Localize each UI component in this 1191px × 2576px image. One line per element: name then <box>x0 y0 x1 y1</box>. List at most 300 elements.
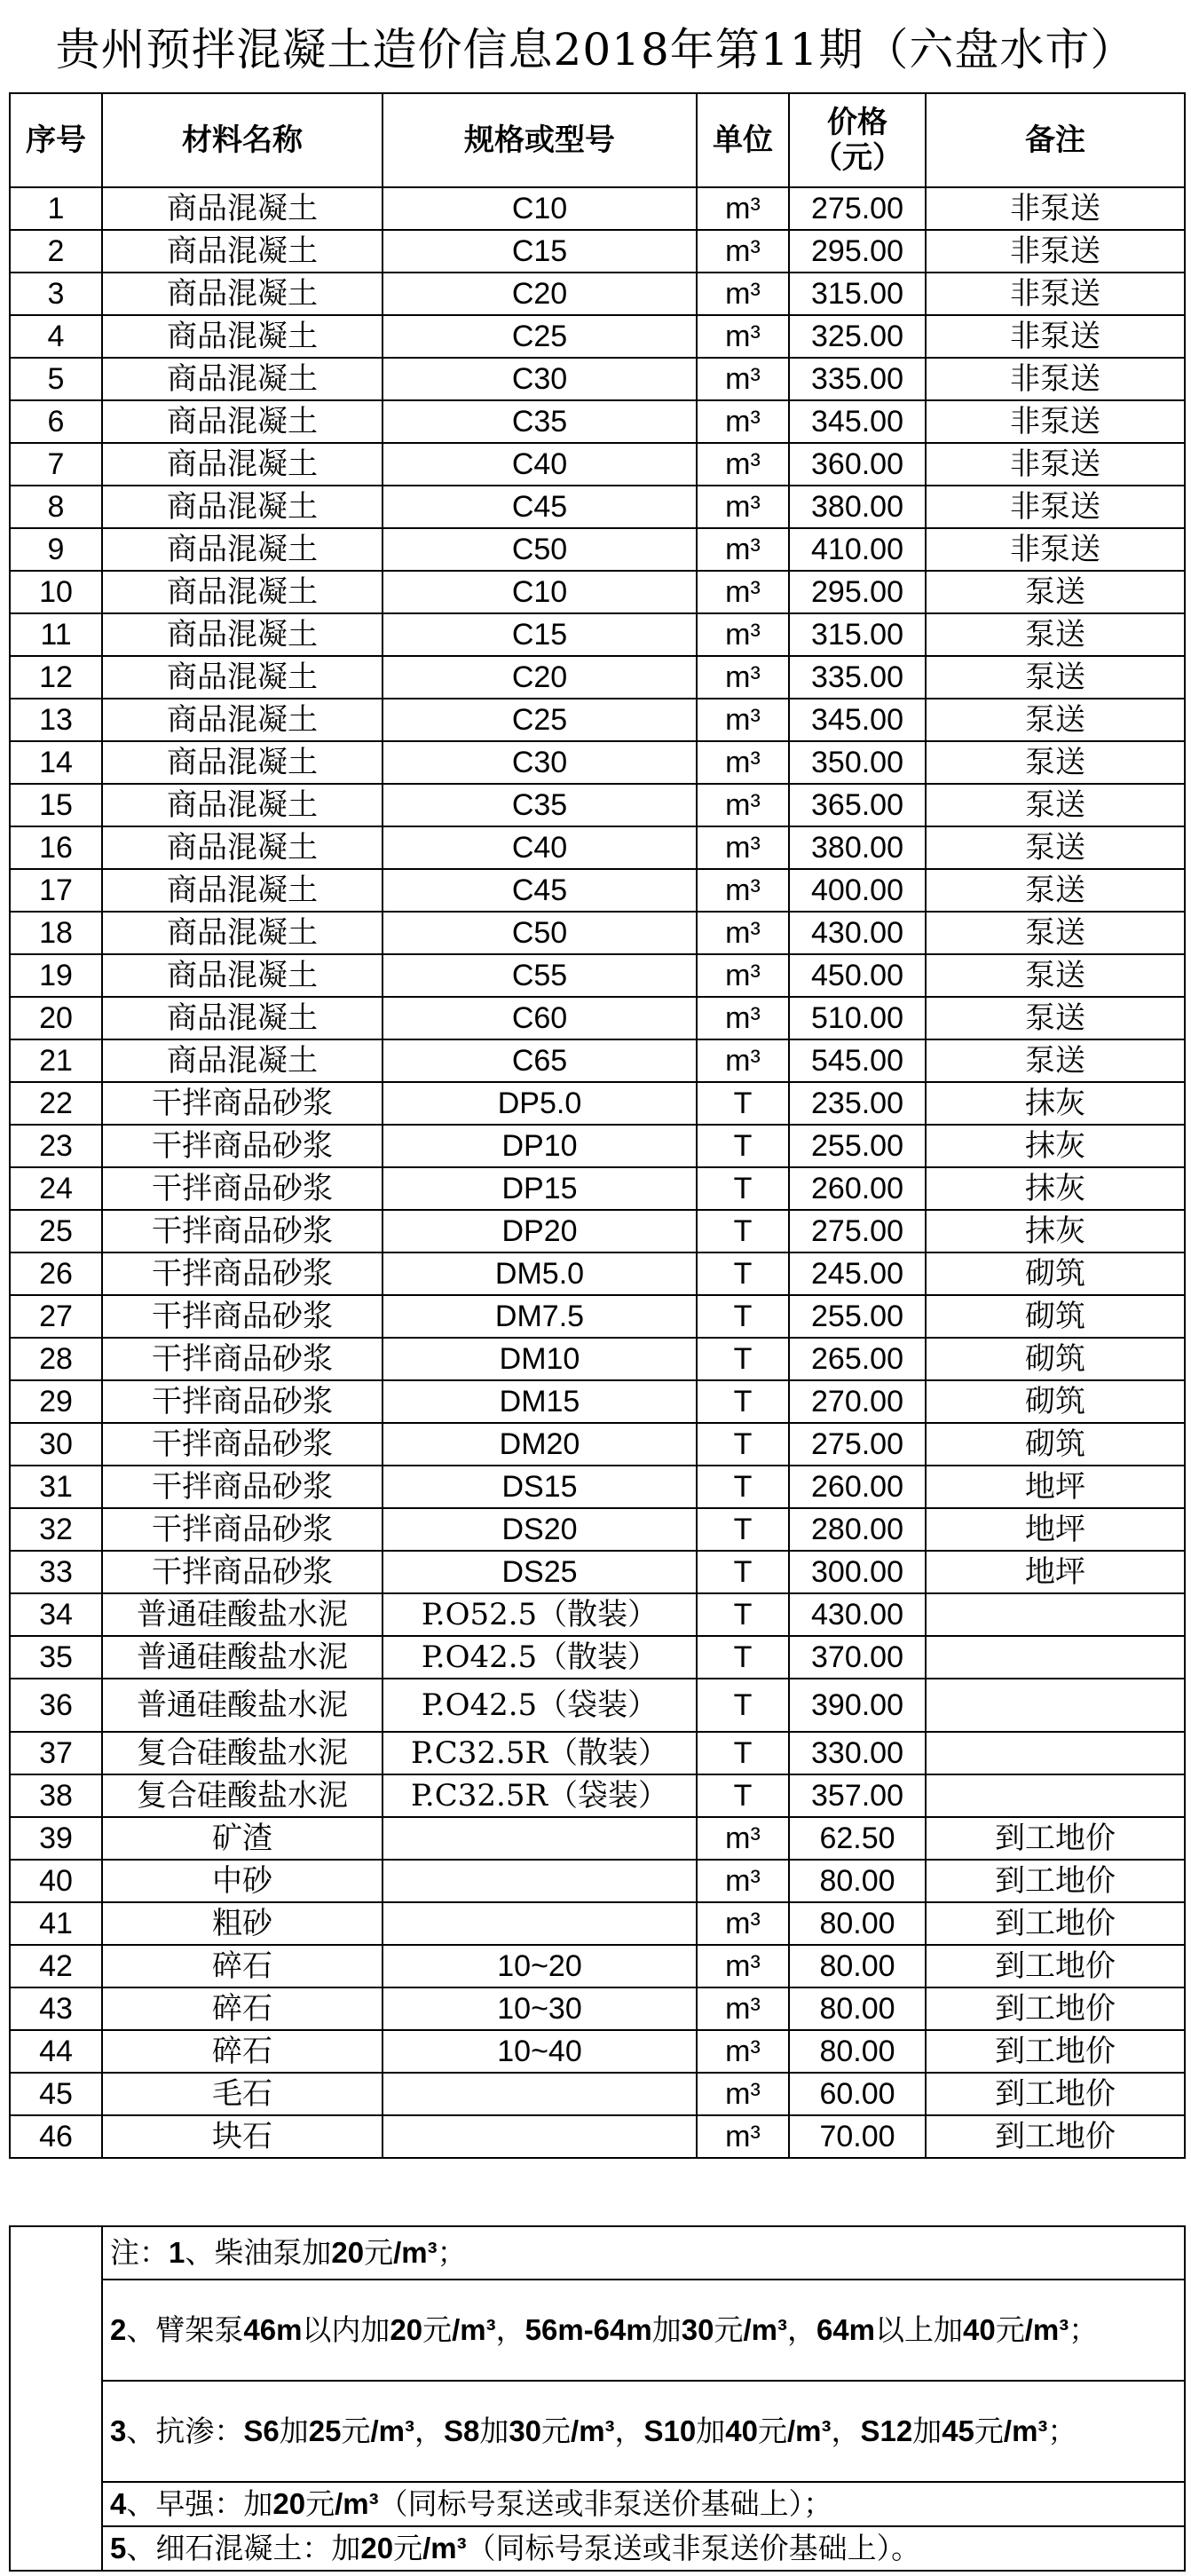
row-number-cell: 19 <box>10 954 102 997</box>
price-cell: 275.00 <box>789 1210 926 1252</box>
remark-cell: 泵送 <box>926 997 1185 1039</box>
price-cell: 545.00 <box>789 1039 926 1082</box>
table-row <box>10 1039 1185 1082</box>
row-number-cell: 15 <box>10 784 102 826</box>
price-cell: 315.00 <box>789 613 926 656</box>
row-number-cell: 5 <box>10 358 102 400</box>
table-row <box>10 699 1185 741</box>
table-row <box>10 1636 1185 1679</box>
unit-cell: m³ <box>697 826 789 869</box>
table-row <box>10 1732 1185 1774</box>
header-no: 序号 <box>10 93 102 187</box>
material-name-cell: 干拌商品砂浆 <box>102 1508 383 1551</box>
row-number-cell: 7 <box>10 443 102 486</box>
remark-cell: 抹灰 <box>926 1082 1185 1125</box>
price-cell: 80.00 <box>789 1945 926 1987</box>
unit-cell: m³ <box>697 358 789 400</box>
remark-cell: 泵送 <box>926 741 1185 784</box>
spec-model-cell: C15 <box>383 613 697 656</box>
price-cell: 430.00 <box>789 1593 926 1636</box>
unit-cell: m³ <box>697 2030 789 2073</box>
remark-cell: 非泵送 <box>926 400 1185 443</box>
remark-cell: 砌筑 <box>926 1338 1185 1380</box>
unit-cell: T <box>697 1551 789 1593</box>
remark-cell: 泵送 <box>926 571 1185 613</box>
material-name-cell: 商品混凝土 <box>102 315 383 358</box>
material-name-cell: 干拌商品砂浆 <box>102 1466 383 1508</box>
row-number-cell: 17 <box>10 869 102 912</box>
row-number-cell: 10 <box>10 571 102 613</box>
price-cell: 357.00 <box>789 1774 926 1817</box>
table-row <box>10 1210 1185 1252</box>
row-number-cell: 44 <box>10 2030 102 2073</box>
table-row <box>10 1508 1185 1551</box>
price-cell: 430.00 <box>789 912 926 954</box>
unit-cell: T <box>697 1125 789 1167</box>
material-name-cell: 商品混凝土 <box>102 699 383 741</box>
material-name-cell: 干拌商品砂浆 <box>102 1082 383 1125</box>
material-name-cell: 商品混凝土 <box>102 954 383 997</box>
remark-cell: 砌筑 <box>926 1252 1185 1295</box>
note-line: 3、抗渗：S6加25元/m³，S8加30元/m³，S10加40元/m³，S12加45元/m³； <box>102 2381 1185 2482</box>
price-cell: 330.00 <box>789 1732 926 1774</box>
unit-cell: T <box>697 1732 789 1774</box>
price-cell: 255.00 <box>789 1295 926 1338</box>
row-number-cell: 30 <box>10 1423 102 1466</box>
price-cell: 295.00 <box>789 230 926 273</box>
material-name-cell: 商品混凝土 <box>102 273 383 315</box>
material-name-cell: 干拌商品砂浆 <box>102 1210 383 1252</box>
table-row <box>10 400 1185 443</box>
row-number-cell: 46 <box>10 2115 102 2158</box>
row-number-cell: 35 <box>10 1636 102 1679</box>
row-number-cell: 31 <box>10 1466 102 1508</box>
material-name-cell: 毛石 <box>102 2073 383 2115</box>
material-name-cell: 商品混凝土 <box>102 613 383 656</box>
remark-cell <box>926 1774 1185 1817</box>
material-name-cell: 商品混凝土 <box>102 826 383 869</box>
row-number-cell: 18 <box>10 912 102 954</box>
table-row <box>10 1252 1185 1295</box>
table-row <box>10 954 1185 997</box>
row-number-cell: 25 <box>10 1210 102 1252</box>
price-cell: 315.00 <box>789 273 926 315</box>
unit-cell: T <box>697 1636 789 1679</box>
remark-cell: 到工地价 <box>926 1987 1185 2030</box>
material-name-cell: 干拌商品砂浆 <box>102 1551 383 1593</box>
row-number-cell: 36 <box>10 1679 102 1732</box>
unit-cell: T <box>697 1679 789 1732</box>
remark-cell: 非泵送 <box>926 443 1185 486</box>
remark-cell: 泵送 <box>926 784 1185 826</box>
material-name-cell: 中砂 <box>102 1860 383 1902</box>
table-row <box>10 1466 1185 1508</box>
row-number-cell: 37 <box>10 1732 102 1774</box>
row-number-cell: 12 <box>10 656 102 699</box>
price-cell: 275.00 <box>789 187 926 230</box>
table-row <box>10 571 1185 613</box>
spec-model-cell: DM7.5 <box>383 1295 697 1338</box>
header-spec: 规格或型号 <box>383 93 697 187</box>
spec-model-cell: P.C32.5R（散装） <box>383 1732 697 1774</box>
price-cell: 70.00 <box>789 2115 926 2158</box>
table-row <box>10 2030 1185 2073</box>
unit-cell: T <box>697 1295 789 1338</box>
unit-cell: T <box>697 1082 789 1125</box>
price-cell: 300.00 <box>789 1551 926 1593</box>
spec-model-cell <box>383 2073 697 2115</box>
note-line: 4、早强：加20元/m³（同标号泵送或非泵送价基础上）； <box>102 2482 1185 2526</box>
table-row <box>10 2115 1185 2158</box>
spec-model-cell: DP20 <box>383 1210 697 1252</box>
material-name-cell: 商品混凝土 <box>102 571 383 613</box>
remark-cell: 非泵送 <box>926 230 1185 273</box>
table-row <box>10 1945 1185 1987</box>
spec-model-cell: P.O52.5（散装） <box>383 1593 697 1636</box>
remark-cell: 抹灰 <box>926 1210 1185 1252</box>
table-row <box>10 1380 1185 1423</box>
table-row <box>10 1593 1185 1636</box>
price-cell: 80.00 <box>789 2030 926 2073</box>
row-number-cell: 33 <box>10 1551 102 1593</box>
unit-cell: m³ <box>697 443 789 486</box>
row-number-cell: 34 <box>10 1593 102 1636</box>
spec-model-cell: C35 <box>383 400 697 443</box>
price-cell: 295.00 <box>789 571 926 613</box>
unit-cell: m³ <box>697 486 789 528</box>
table-row <box>10 273 1185 315</box>
material-name-cell: 干拌商品砂浆 <box>102 1338 383 1380</box>
spec-model-cell: C30 <box>383 358 697 400</box>
spec-model-cell <box>383 1860 697 1902</box>
table-row <box>10 1860 1185 1902</box>
spec-model-cell: C40 <box>383 826 697 869</box>
row-number-cell: 20 <box>10 997 102 1039</box>
unit-cell: m³ <box>697 699 789 741</box>
spec-model-cell: C25 <box>383 315 697 358</box>
material-name-cell: 矿渣 <box>102 1817 383 1860</box>
spec-model-cell: P.O42.5（袋装） <box>383 1679 697 1732</box>
unit-cell: m³ <box>697 1945 789 1987</box>
unit-cell: m³ <box>697 1860 789 1902</box>
material-name-cell: 商品混凝土 <box>102 656 383 699</box>
spec-model-cell: DP10 <box>383 1125 697 1167</box>
row-number-cell: 29 <box>10 1380 102 1423</box>
unit-cell: T <box>697 1423 789 1466</box>
spec-model-cell: C20 <box>383 656 697 699</box>
unit-cell: T <box>697 1593 789 1636</box>
price-cell: 335.00 <box>789 656 926 699</box>
notes-box <box>9 2225 1186 2572</box>
remark-cell: 非泵送 <box>926 187 1185 230</box>
price-cell: 360.00 <box>789 443 926 486</box>
row-number-cell: 6 <box>10 400 102 443</box>
spec-model-cell: C65 <box>383 1039 697 1082</box>
table-row <box>10 358 1185 400</box>
spec-model-cell <box>383 2115 697 2158</box>
remark-cell: 泵送 <box>926 954 1185 997</box>
header-price-line1: 价格 <box>827 105 887 140</box>
price-cell: 510.00 <box>789 997 926 1039</box>
spec-model-cell: DM5.0 <box>383 1252 697 1295</box>
table-body <box>10 187 1185 2158</box>
spec-model-cell: C40 <box>383 443 697 486</box>
unit-cell: m³ <box>697 571 789 613</box>
spec-model-cell: C15 <box>383 230 697 273</box>
unit-cell: m³ <box>697 2073 789 2115</box>
header-price-line2: （元） <box>812 140 903 176</box>
unit-cell: m³ <box>697 230 789 273</box>
row-number-cell: 23 <box>10 1125 102 1167</box>
remark-cell: 泵送 <box>926 912 1185 954</box>
unit-cell: m³ <box>697 1817 789 1860</box>
price-cell: 80.00 <box>789 1987 926 2030</box>
price-cell: 235.00 <box>789 1082 926 1125</box>
row-number-cell: 3 <box>10 273 102 315</box>
price-cell: 265.00 <box>789 1338 926 1380</box>
spec-model-cell <box>383 1817 697 1860</box>
spec-model-cell: C55 <box>383 954 697 997</box>
table-row <box>10 1774 1185 1817</box>
unit-cell: m³ <box>697 613 789 656</box>
price-cell: 280.00 <box>789 1508 926 1551</box>
unit-cell: T <box>697 1338 789 1380</box>
spec-model-cell: C50 <box>383 528 697 571</box>
unit-cell: m³ <box>697 869 789 912</box>
row-number-cell: 26 <box>10 1252 102 1295</box>
unit-cell: T <box>697 1508 789 1551</box>
remark-cell <box>926 1679 1185 1732</box>
unit-cell: m³ <box>697 273 789 315</box>
table-row <box>10 912 1185 954</box>
note-line: 2、臂架泵46m以内加20元/m³，56m-64m加30元/m³，64m以上加40元/m³； <box>102 2280 1185 2381</box>
unit-cell: m³ <box>697 2115 789 2158</box>
material-name-cell: 商品混凝土 <box>102 869 383 912</box>
material-name-cell: 碎石 <box>102 1945 383 1987</box>
spec-model-cell: 10~30 <box>383 1987 697 2030</box>
remark-cell: 砌筑 <box>926 1380 1185 1423</box>
table-row <box>10 1423 1185 1466</box>
table-row <box>10 826 1185 869</box>
remark-cell: 泵送 <box>926 869 1185 912</box>
material-name-cell: 普通硅酸盐水泥 <box>102 1636 383 1679</box>
spec-model-cell: C35 <box>383 784 697 826</box>
row-number-cell: 45 <box>10 2073 102 2115</box>
price-cell: 255.00 <box>789 1125 926 1167</box>
row-number-cell: 8 <box>10 486 102 528</box>
table-row <box>10 656 1185 699</box>
price-cell: 370.00 <box>789 1636 926 1679</box>
remark-cell: 抹灰 <box>926 1125 1185 1167</box>
remark-cell: 非泵送 <box>926 528 1185 571</box>
spec-model-cell: DP15 <box>383 1167 697 1210</box>
row-number-cell: 27 <box>10 1295 102 1338</box>
price-cell: 380.00 <box>789 486 926 528</box>
price-cell: 245.00 <box>789 1252 926 1295</box>
row-number-cell: 2 <box>10 230 102 273</box>
unit-cell: T <box>697 1380 789 1423</box>
material-name-cell: 商品混凝土 <box>102 528 383 571</box>
row-number-cell: 43 <box>10 1987 102 2030</box>
unit-cell: m³ <box>697 784 789 826</box>
table-row <box>10 230 1185 273</box>
price-cell: 365.00 <box>789 784 926 826</box>
remark-cell: 地坪 <box>926 1466 1185 1508</box>
material-name-cell: 干拌商品砂浆 <box>102 1167 383 1210</box>
spec-model-cell: C60 <box>383 997 697 1039</box>
price-cell: 390.00 <box>789 1679 926 1732</box>
note-line: 5、细石混凝土：加20元/m³（同标号泵送或非泵送价基础上）。 <box>102 2526 1185 2571</box>
material-name-cell: 商品混凝土 <box>102 741 383 784</box>
table-header-row <box>10 93 1185 187</box>
price-table <box>9 92 1186 2159</box>
remark-cell: 地坪 <box>926 1551 1185 1593</box>
material-name-cell: 商品混凝土 <box>102 400 383 443</box>
table-row <box>10 486 1185 528</box>
table-row <box>10 997 1185 1039</box>
price-cell: 410.00 <box>789 528 926 571</box>
material-name-cell: 干拌商品砂浆 <box>102 1380 383 1423</box>
price-cell: 380.00 <box>789 826 926 869</box>
remark-cell: 泵送 <box>926 1039 1185 1082</box>
material-name-cell: 商品混凝土 <box>102 1039 383 1082</box>
spec-model-cell: DM20 <box>383 1423 697 1466</box>
price-cell: 335.00 <box>789 358 926 400</box>
price-cell: 80.00 <box>789 1860 926 1902</box>
remark-cell: 泵送 <box>926 699 1185 741</box>
unit-cell: m³ <box>697 954 789 997</box>
table-row <box>10 1082 1185 1125</box>
unit-cell: m³ <box>697 400 789 443</box>
table-row <box>10 1295 1185 1338</box>
row-number-cell: 39 <box>10 1817 102 1860</box>
table-row <box>10 1125 1185 1167</box>
spec-model-cell: DP5.0 <box>383 1082 697 1125</box>
unit-cell: m³ <box>697 912 789 954</box>
remark-cell <box>926 1732 1185 1774</box>
table-row <box>10 315 1185 358</box>
row-number-cell: 9 <box>10 528 102 571</box>
row-number-cell: 4 <box>10 315 102 358</box>
remark-cell <box>926 1636 1185 1679</box>
material-name-cell: 碎石 <box>102 1987 383 2030</box>
price-cell: 60.00 <box>789 2073 926 2115</box>
remark-cell: 非泵送 <box>926 273 1185 315</box>
spec-model-cell: C30 <box>383 741 697 784</box>
remark-cell: 到工地价 <box>926 1860 1185 1902</box>
spec-model-cell: 10~20 <box>383 1945 697 1987</box>
row-number-cell: 1 <box>10 187 102 230</box>
material-name-cell: 复合硅酸盐水泥 <box>102 1774 383 1817</box>
row-number-cell: 13 <box>10 699 102 741</box>
spec-model-cell: C10 <box>383 571 697 613</box>
remark-cell: 到工地价 <box>926 2115 1185 2158</box>
unit-cell: m³ <box>697 1039 789 1082</box>
table-row <box>10 2073 1185 2115</box>
spec-model-cell: DM15 <box>383 1380 697 1423</box>
spec-model-cell <box>383 1902 697 1945</box>
material-name-cell: 商品混凝土 <box>102 358 383 400</box>
price-cell: 350.00 <box>789 741 926 784</box>
price-cell: 345.00 <box>789 400 926 443</box>
price-cell: 62.50 <box>789 1817 926 1860</box>
table-row <box>10 613 1185 656</box>
header-name: 材料名称 <box>102 93 383 187</box>
table-row <box>10 1167 1185 1210</box>
unit-cell: m³ <box>697 741 789 784</box>
unit-cell: m³ <box>697 528 789 571</box>
material-name-cell: 普通硅酸盐水泥 <box>102 1679 383 1732</box>
spec-model-cell: C20 <box>383 273 697 315</box>
table-row <box>10 443 1185 486</box>
table-row <box>10 1987 1185 2030</box>
table-row <box>10 1551 1185 1593</box>
table-row <box>10 528 1185 571</box>
table-row <box>10 741 1185 784</box>
unit-cell: T <box>697 1210 789 1252</box>
remark-cell: 到工地价 <box>926 1945 1185 1987</box>
spec-model-cell: DS20 <box>383 1508 697 1551</box>
unit-cell: m³ <box>697 1987 789 2030</box>
spec-model-cell: P.O42.5（散装） <box>383 1636 697 1679</box>
remark-cell: 到工地价 <box>926 2073 1185 2115</box>
unit-cell: T <box>697 1252 789 1295</box>
price-cell: 450.00 <box>789 954 926 997</box>
spec-model-cell: P.C32.5R（袋装） <box>383 1774 697 1817</box>
spec-model-cell: C50 <box>383 912 697 954</box>
material-name-cell: 商品混凝土 <box>102 486 383 528</box>
remark-cell: 泵送 <box>926 656 1185 699</box>
price-cell: 325.00 <box>789 315 926 358</box>
material-name-cell: 干拌商品砂浆 <box>102 1252 383 1295</box>
spec-model-cell: DM10 <box>383 1338 697 1380</box>
spec-model-cell: DS25 <box>383 1551 697 1593</box>
remark-cell: 泵送 <box>926 826 1185 869</box>
row-number-cell: 14 <box>10 741 102 784</box>
material-name-cell: 商品混凝土 <box>102 997 383 1039</box>
material-name-cell: 商品混凝土 <box>102 187 383 230</box>
spec-model-cell: DS15 <box>383 1466 697 1508</box>
spec-model-cell: 10~40 <box>383 2030 697 2073</box>
price-cell: 400.00 <box>789 869 926 912</box>
row-number-cell: 16 <box>10 826 102 869</box>
page-title: 贵州预拌混凝土造价信息2018年第11期（六盘水市） <box>55 24 1136 75</box>
unit-cell: T <box>697 1466 789 1508</box>
table-row <box>10 1817 1185 1860</box>
unit-cell: m³ <box>697 656 789 699</box>
price-cell: 260.00 <box>789 1167 926 1210</box>
price-cell: 260.00 <box>789 1466 926 1508</box>
row-number-cell: 38 <box>10 1774 102 1817</box>
unit-cell: T <box>697 1167 789 1210</box>
spec-model-cell: C25 <box>383 699 697 741</box>
material-name-cell: 干拌商品砂浆 <box>102 1423 383 1466</box>
material-name-cell: 商品混凝土 <box>102 912 383 954</box>
unit-cell: m³ <box>697 1902 789 1945</box>
row-number-cell: 21 <box>10 1039 102 1082</box>
header-unit: 单位 <box>697 93 789 187</box>
spec-model-cell: C45 <box>383 869 697 912</box>
material-name-cell: 干拌商品砂浆 <box>102 1125 383 1167</box>
material-name-cell: 干拌商品砂浆 <box>102 1295 383 1338</box>
remark-cell: 到工地价 <box>926 1902 1185 1945</box>
note-line: 注：1、柴油泵加20元/m³； <box>102 2226 1185 2280</box>
material-name-cell: 商品混凝土 <box>102 443 383 486</box>
row-number-cell: 32 <box>10 1508 102 1551</box>
row-number-cell: 11 <box>10 613 102 656</box>
table-row <box>10 784 1185 826</box>
table-row <box>10 869 1185 912</box>
